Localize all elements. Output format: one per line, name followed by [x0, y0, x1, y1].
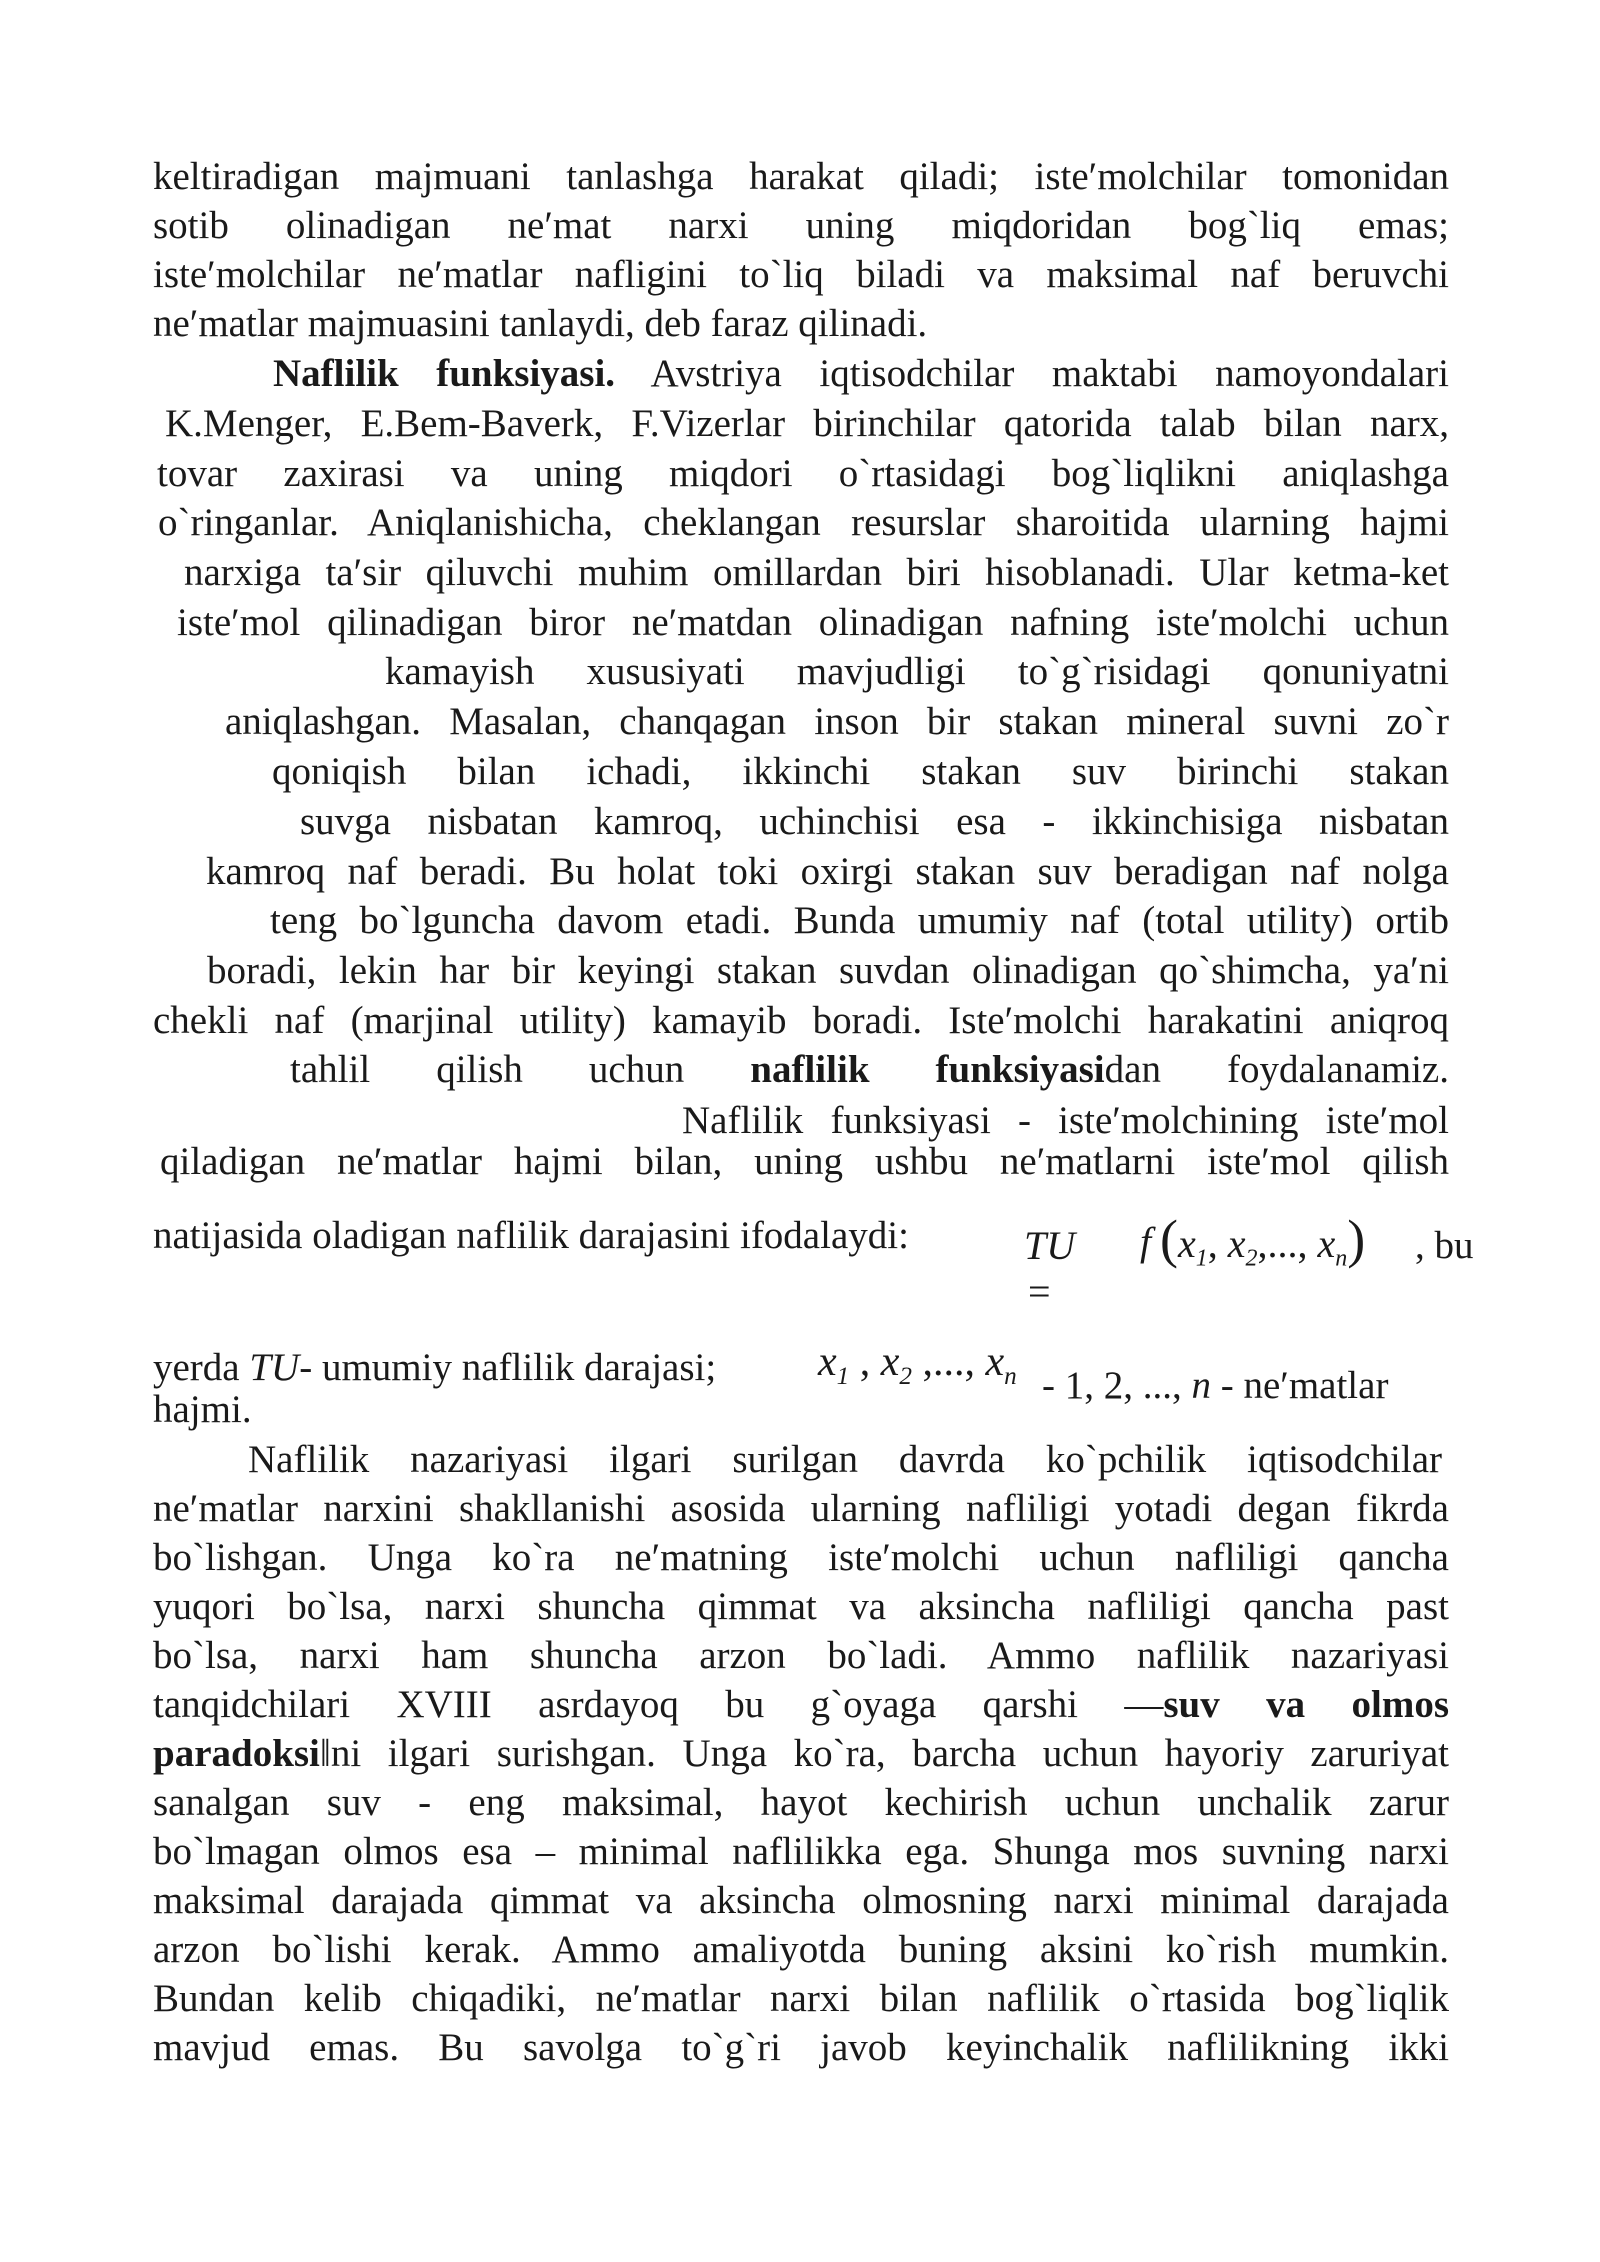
where-text-b: - umumiy naflilik darajasi;	[299, 1346, 717, 1389]
paragraph-4-line-5: bo`lsa, narxi ham shuncha arzon bo`ladi. Ammo naflilik nazariyasi	[153, 1634, 1449, 1677]
paragraph-4-line-8: sanalgan suv - eng maksimal, hayot kechirish uchun unchalik zarur	[153, 1781, 1449, 1824]
paragraph-2-line-1	[273, 350, 1449, 398]
term-paradoksi: paradoksi	[153, 1732, 320, 1775]
paragraph-1-line-4: ne′matlar majmuasini tanlaydi, deb faraz qilinadi.	[153, 302, 928, 345]
paragraph-4-line-7	[153, 1730, 1449, 1778]
paragraph-2-line-5: narxiga ta′sir qiluvchi muhim omillardan biri hisoblanadi. Ular ketma-ket	[184, 551, 1449, 594]
formula-tail-text: , bu	[1415, 1224, 1474, 1267]
paragraph-4-line-7-text: ‖ni ilgari surishgan. Unga ko`ra, barcha uchun hayoriy zaruriyat	[319, 1732, 1449, 1775]
paragraph-2-line-7: kamayish xususiyati mavjudligi to`g`risidagi qonuniyatni	[385, 650, 1449, 693]
paragraph-4-line-6-text: tanqidchilari XVIII asrdayoq bu g`oyaga qarshi ―	[153, 1683, 1164, 1726]
paragraph-4-line-3: bo`lishgan. Unga ko`ra ne′matning iste′molchi uchun nafliligi qancha	[153, 1536, 1449, 1579]
paragraph-2-line-14: chekli naf (marjinal utility) kamayib boradi. Iste′molchi harakatini aniqroq	[153, 999, 1449, 1042]
paragraph-2-line-15-text-b: dan foydalanamiz.	[1104, 1048, 1449, 1091]
where-text-a: yerda	[153, 1346, 250, 1389]
paragraph-2-line-15	[290, 1046, 1449, 1094]
term-suv-va-olmos: suv va olmos	[1163, 1683, 1449, 1726]
paragraph-2-line-2: K.Menger, E.Bem-Baverk, F.Vizerlar birinchilar qatorida talab bilan narx,	[165, 402, 1449, 445]
paragraph-4-line-13: mavjud emas. Bu savolga to`g`ri javob keyinchalik naflilikning ikki	[153, 2026, 1449, 2069]
paragraph-2-line-6: iste′mol qilinadigan biror ne′matdan olinadigan nafning iste′molchi uchun	[177, 601, 1449, 644]
where-clause-line-1	[153, 1344, 716, 1392]
paragraph-3-line-1: Naflilik funksiyasi - iste′molchining iste′mol	[682, 1099, 1449, 1142]
formula-equals-sign: =	[1028, 1269, 1051, 1314]
paragraph-2-line-3: tovar zaxirasi va uning miqdori o`rtasidagi bog`liqlikni aniqlashga	[157, 452, 1449, 495]
paragraph-4-line-12: Bundan kelib chiqadiki, ne′matlar narxi bilan naflilik o`rtasida bog`liqlik	[153, 1977, 1449, 2020]
formula-function: f	[1140, 1219, 1152, 1264]
paragraph-4-line-4: yuqori bo`lsa, narxi shuncha qimmat va aksincha nafliligi qancha past	[153, 1585, 1449, 1628]
open-paren-glyph: (	[1160, 1209, 1178, 1269]
paragraph-2-line-1-text: Avstriya iqtisodchilar maktabi namoyondalari	[615, 352, 1449, 395]
close-paren-glyph: )	[1347, 1209, 1366, 1269]
paragraph-3-line-3: natijasida oladigan naflilik darajasini ifodalaydi:	[153, 1214, 909, 1257]
where-text-d: - ne′matlar	[1211, 1364, 1389, 1407]
paragraph-1-line-2: sotib olinadigan ne′mat narxi uning miqdoridan bog`liq emas;	[153, 204, 1449, 247]
paragraph-4-line-9: bo`lmagan olmos esa – minimal naflilikka ega. Shunga mos suvning narxi	[153, 1830, 1449, 1873]
paragraph-4-line-6	[153, 1681, 1449, 1729]
paragraph-2-line-15-text-a: tahlil qilish uchun	[290, 1048, 751, 1091]
where-variables: $x_1$ , $x_2$ ,..., $x_n$	[818, 1339, 1017, 1390]
paragraph-2-line-12: teng bo`lguncha davom etadi. Bunda umumiy naf (total utility) ortib	[270, 899, 1449, 942]
formula-arguments: ($x_1$, $x_2$,..., $x_n$)	[1160, 1209, 1366, 1272]
paragraph-2-line-8: aniqlashgan. Masalan, chanqagan inson bir stakan mineral suvni zo`r	[225, 700, 1449, 743]
paragraph-4-line-11: arzon bo`lishi kerak. Ammo amaliyotda buning aksini ko`rish mumkin.	[153, 1928, 1449, 1971]
where-text-c: - 1, 2, ...,	[1042, 1364, 1192, 1407]
paragraph-4-line-10: maksimal darajada qimmat va aksincha olmosning narxi minimal darajada	[153, 1879, 1449, 1922]
paragraph-4-line-1: Naflilik nazariyasi ilgari surilgan davrda ko`pchilik iqtisodchilar	[248, 1438, 1442, 1481]
paragraph-1-line-3: iste′molchilar ne′matlar nafligini to`liq biladi va maksimal naf beruvchi	[153, 253, 1449, 296]
section-heading: Naflilik funksiyasi.	[273, 352, 616, 395]
where-n: n	[1191, 1364, 1211, 1407]
paragraph-1-line-1: keltiradigan majmuani tanlashga harakat qiladi; iste′molchilar tomonidan	[153, 155, 1449, 198]
term-naflilik-funksiyasi: naflilik funksiyasi	[750, 1048, 1105, 1091]
paragraph-2-line-10: suvga nisbatan kamroq, uchinchisi esa - ikkinchisiga nisbatan	[300, 800, 1449, 843]
paragraph-3-line-2: qiladigan ne′matlar hajmi bilan, uning ushbu ne′matlarni iste′mol qilish	[160, 1140, 1449, 1183]
paragraph-2-line-11: kamroq naf beradi. Bu holat toki oxirgi stakan suv beradigan naf nolga	[206, 850, 1449, 893]
where-tu: TU	[249, 1346, 300, 1389]
paragraph-2-line-9: qoniqish bilan ichadi, ikkinchi stakan suv birinchi stakan	[272, 750, 1449, 793]
paragraph-2-line-13: boradi, lekin har bir keyingi stakan suvdan olinadigan qo`shimcha, ya′ni	[207, 949, 1449, 992]
where-clause-line-2: hajmi.	[153, 1388, 252, 1431]
paragraph-4-line-2: ne′matlar narxini shakllanishi asosida ularning nafliligi yotadi degan fikrda	[153, 1487, 1449, 1530]
paragraph-2-line-4: o`ringanlar. Aniqlanishicha, cheklangan resurslar sharoitida ularning hajmi	[158, 501, 1449, 544]
formula-lhs: TU	[1024, 1223, 1076, 1268]
where-clause-tail	[1042, 1362, 1388, 1410]
